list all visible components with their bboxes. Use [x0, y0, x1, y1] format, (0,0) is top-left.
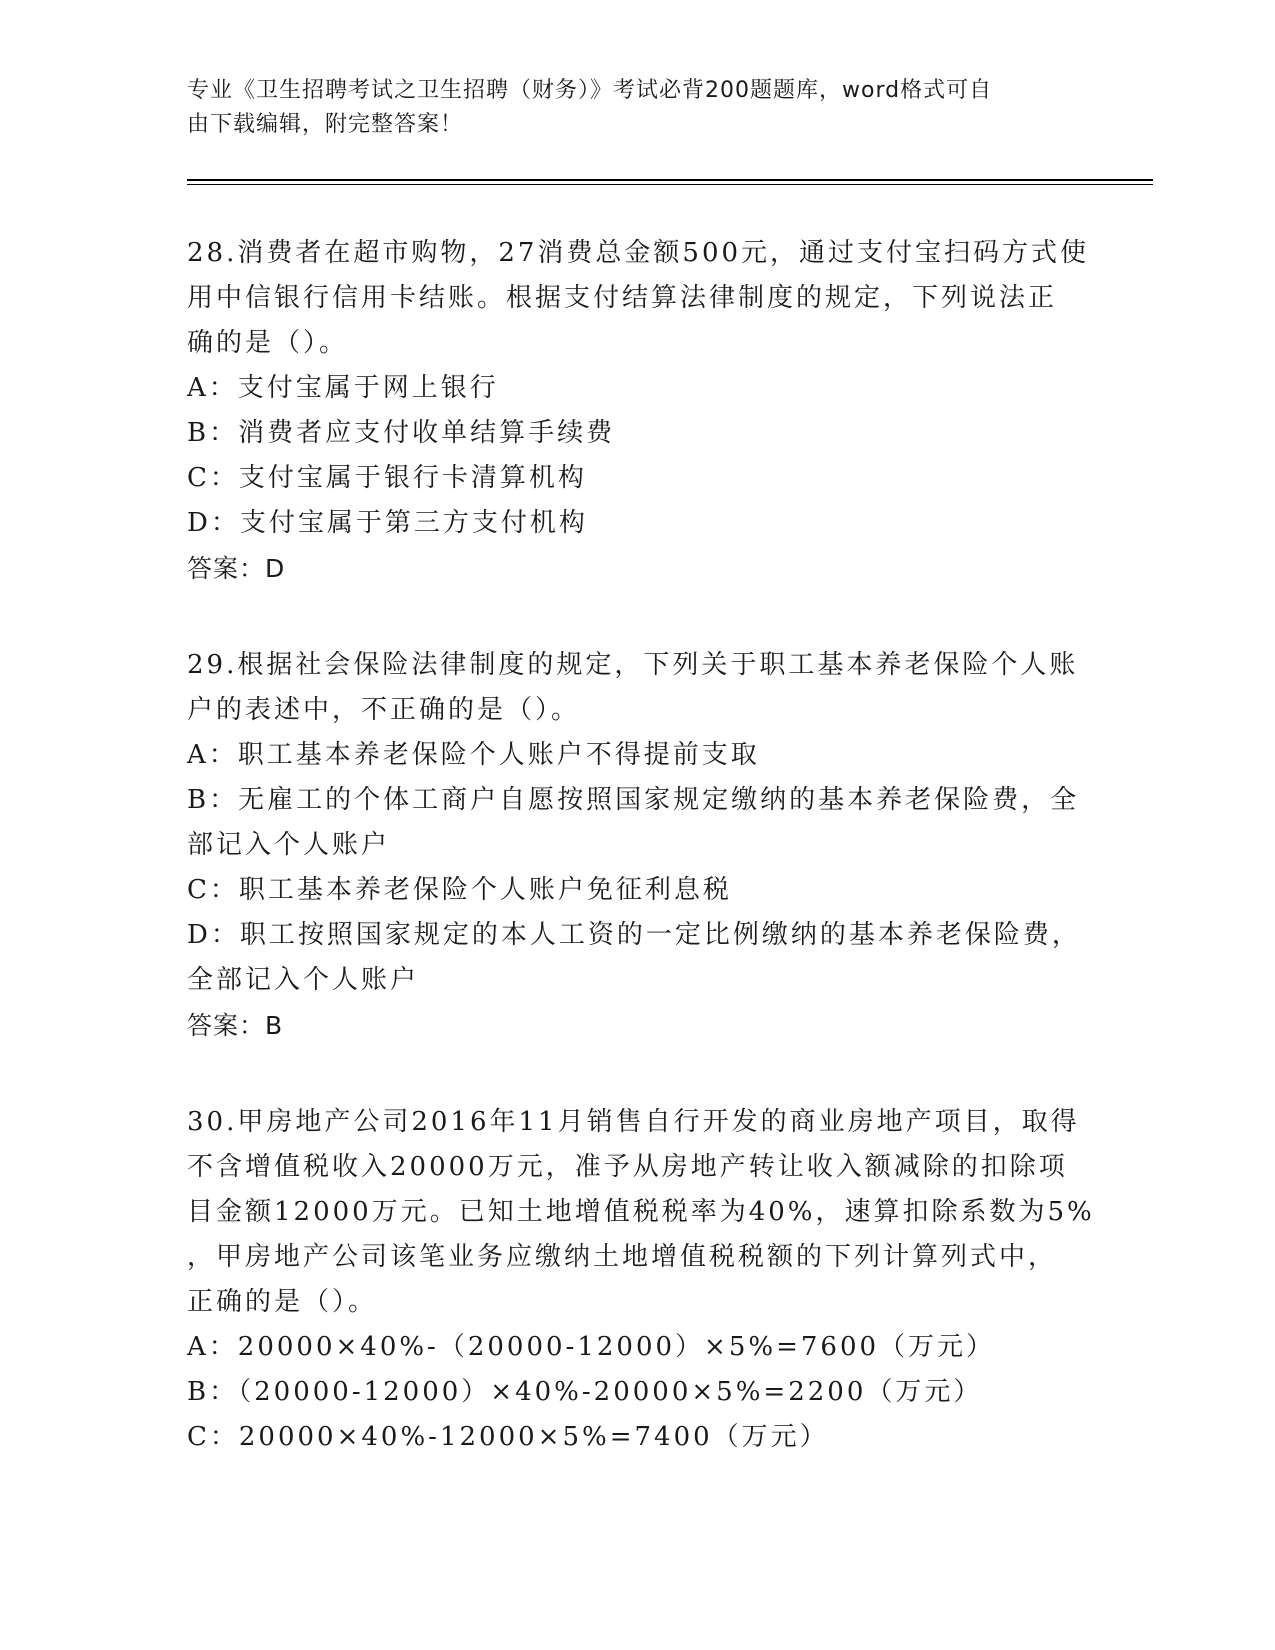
question-stem-line: ，甲房地产公司该笔业务应缴纳土地增值税税额的下列计算列式中， — [187, 1242, 1058, 1272]
header-divider — [187, 184, 1153, 185]
question-stem-line: 正确的是（）。 — [187, 1287, 378, 1317]
option-b: B：无雇工的个体工商户自愿按照国家规定缴纳的基本养老保险费，全 — [187, 785, 1080, 815]
option-a: A：支付宝属于网上银行 — [187, 373, 499, 403]
question-stem-line: 不含增值税收入20000万元，准予从房地产转让收入额减除的扣除项 — [187, 1152, 1068, 1182]
answer-line: 答案：B — [187, 1011, 284, 1040]
question-30 — [187, 1100, 1095, 1460]
option-a: A：20000×40%-（20000-12000）×5%=7600（万元） — [187, 1332, 996, 1362]
option-b-continued: 部记入个人账户 — [187, 830, 391, 860]
question-stem-line: 用中信银行信用卡结账。根据支付结算法律制度的规定，下列说法正 — [187, 283, 1058, 313]
option-b: B：消费者应支付收单结算手续费 — [187, 418, 616, 448]
question-stem-line: 30.甲房地产公司2016年11月销售自行开发的商业房地产项目，取得 — [187, 1107, 1080, 1137]
option-d-continued: 全部记入个人账户 — [187, 965, 420, 995]
option-b: B：（20000-12000）×40%-20000×5%=2200（万元） — [187, 1377, 983, 1407]
option-c: C：20000×40%-12000×5%=7400（万元） — [187, 1422, 829, 1452]
question-29 — [187, 643, 1087, 1048]
header-line: 专业《卫生招聘考试之卫生招聘（财务）》考试必背200题题库，word格式可自 — [187, 78, 993, 103]
question-stem-line: 28.消费者在超市购物，27消费总金额500元，通过支付宝扫码方式使 — [187, 238, 1090, 268]
option-c: C：支付宝属于银行卡清算机构 — [187, 463, 587, 493]
question-stem-line: 户的表述中，不正确的是（）。 — [187, 695, 581, 725]
answer-line: 答案：D — [187, 554, 286, 583]
option-a: A：职工基本养老保险个人账户不得提前支取 — [187, 740, 760, 770]
question-stem-line: 29.根据社会保险法律制度的规定，下列关于职工基本养老保险个人账 — [187, 650, 1079, 680]
question-stem-line: 确的是（）。 — [187, 328, 349, 358]
question-stem-line: 目金额12000万元。已知土地增值税税率为40%，速算扣除系数为5% — [187, 1197, 1095, 1227]
option-d: D：职工按照国家规定的本人工资的一定比例缴纳的基本养老保险费， — [187, 920, 1081, 950]
document-header — [187, 74, 1087, 142]
header-line: 由下载编辑，附完整答案！ — [187, 112, 464, 137]
option-c: C：职工基本养老保险个人账户免征利息税 — [187, 875, 732, 905]
header-divider — [187, 179, 1153, 181]
option-d: D：支付宝属于第三方支付机构 — [187, 508, 588, 538]
question-28 — [187, 231, 1090, 591]
